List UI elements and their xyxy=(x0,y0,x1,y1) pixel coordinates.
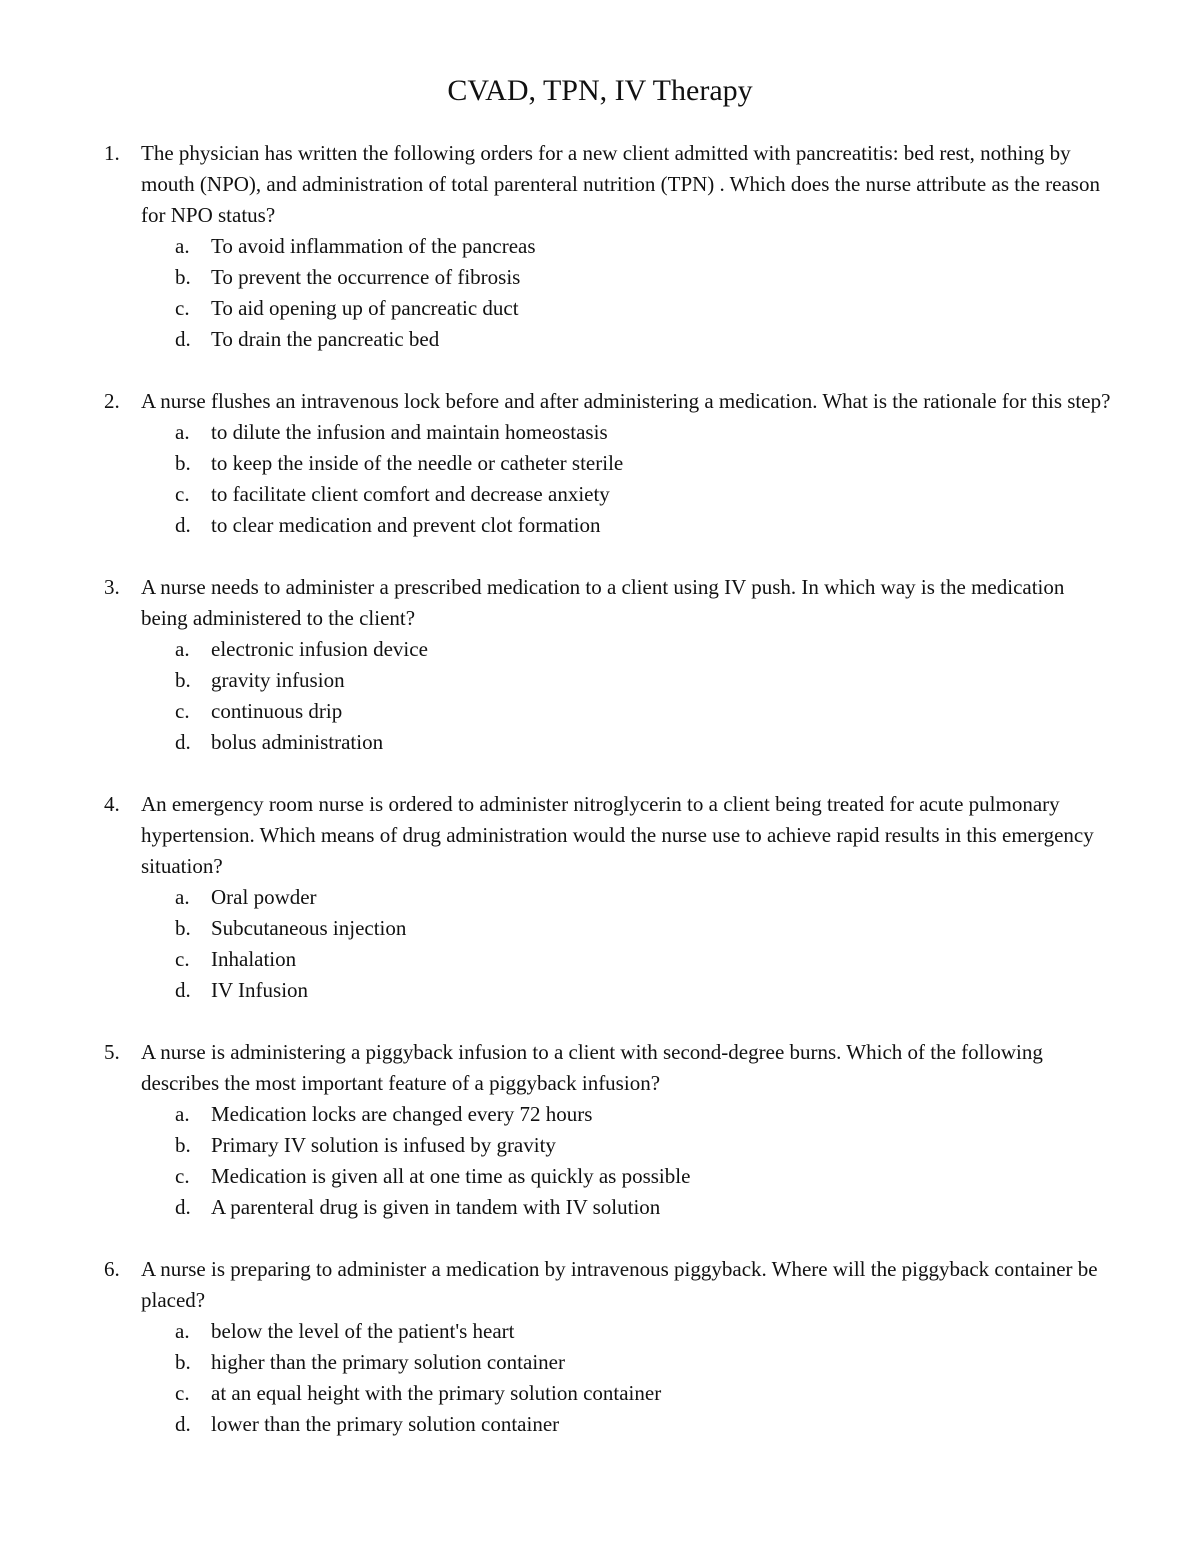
question-text: A nurse is preparing to administer a medication by intravenous piggyback. Where will the piggyback container be placed? xyxy=(141,1257,1098,1312)
option-list xyxy=(104,634,1114,758)
question-list xyxy=(104,138,1114,1471)
option-letter: d. xyxy=(175,1412,191,1436)
option-b xyxy=(104,262,1114,293)
option-text: Inhalation xyxy=(211,947,297,971)
option-d xyxy=(104,975,1114,1006)
question-6 xyxy=(104,1254,1114,1440)
option-c xyxy=(104,944,1114,975)
option-text: Medication is given all at one time as quickly as possible xyxy=(211,1164,691,1188)
option-text: higher than the primary solution container xyxy=(211,1350,565,1374)
option-a xyxy=(104,882,1114,913)
option-letter: d. xyxy=(175,1195,191,1219)
option-letter: a. xyxy=(175,1102,190,1126)
option-text: A parenteral drug is given in tandem with IV solution xyxy=(211,1195,661,1219)
option-letter: b. xyxy=(175,265,191,289)
question-number: 1. xyxy=(104,141,120,165)
option-a xyxy=(104,634,1114,665)
question-text: A nurse needs to administer a prescribed medication to a client using IV push. In which way is the medication being administered to the client? xyxy=(141,575,1065,630)
option-text: bolus administration xyxy=(211,730,384,754)
option-list xyxy=(104,231,1114,355)
option-letter: a. xyxy=(175,1319,190,1343)
option-letter: a. xyxy=(175,637,190,661)
option-c xyxy=(104,479,1114,510)
option-letter: c. xyxy=(175,1164,190,1188)
option-d xyxy=(104,324,1114,355)
option-letter: b. xyxy=(175,1350,191,1374)
option-text: to facilitate client comfort and decrease anxiety xyxy=(211,482,610,506)
option-text: to dilute the infusion and maintain homeostasis xyxy=(211,420,608,444)
question-text: A nurse is administering a piggyback infusion to a client with second-degree burns. Which of the following describes the most important feature of a piggyback infusion? xyxy=(141,1040,1043,1095)
option-list xyxy=(104,882,1114,1006)
option-text: Subcutaneous injection xyxy=(211,916,407,940)
option-letter: d. xyxy=(175,978,191,1002)
option-c xyxy=(104,293,1114,324)
option-b xyxy=(104,1347,1114,1378)
option-text: lower than the primary solution container xyxy=(211,1412,560,1436)
option-list xyxy=(104,1099,1114,1223)
option-letter: c. xyxy=(175,482,190,506)
option-b xyxy=(104,1130,1114,1161)
option-text: To drain the pancreatic bed xyxy=(211,327,440,351)
option-text: electronic infusion device xyxy=(211,637,428,661)
option-text: To aid opening up of pancreatic duct xyxy=(211,296,519,320)
option-letter: a. xyxy=(175,885,190,909)
option-list xyxy=(104,417,1114,541)
option-b xyxy=(104,448,1114,479)
document-title: CVAD, TPN, IV Therapy xyxy=(447,74,753,107)
option-text: To prevent the occurrence of fibrosis xyxy=(211,265,521,289)
question-3 xyxy=(104,572,1114,758)
question-number: 4. xyxy=(104,792,120,816)
option-b xyxy=(104,665,1114,696)
option-a xyxy=(104,1099,1114,1130)
option-c xyxy=(104,1378,1114,1409)
option-d xyxy=(104,1409,1114,1440)
option-letter: b. xyxy=(175,916,191,940)
question-number: 3. xyxy=(104,575,120,599)
option-text: IV Infusion xyxy=(211,978,309,1002)
option-letter: d. xyxy=(175,327,191,351)
question-number: 5. xyxy=(104,1040,120,1064)
option-letter: a. xyxy=(175,234,190,258)
question-number: 2. xyxy=(104,389,120,413)
option-b xyxy=(104,913,1114,944)
question-text: A nurse flushes an intravenous lock before and after administering a medication. What is the rationale for this step? xyxy=(141,389,1111,413)
question-text: The physician has written the following orders for a new client admitted with pancreatitis: bed rest, nothing by mouth (NPO), and administration of total parenteral nutrition (TPN) . Which does the nurse attribute as the reason for NPO status? xyxy=(141,141,1100,227)
option-text: continuous drip xyxy=(211,699,343,723)
option-c xyxy=(104,1161,1114,1192)
option-text: Primary IV solution is infused by gravity xyxy=(211,1133,556,1157)
option-letter: c. xyxy=(175,699,190,723)
question-text: An emergency room nurse is ordered to administer nitroglycerin to a client being treated for acute pulmonary hypertension. Which means of drug administration would the nurse use to achieve rapid results in this emergency situation? xyxy=(141,792,1094,878)
option-letter: a. xyxy=(175,420,190,444)
option-a xyxy=(104,1316,1114,1347)
option-text: To avoid inflammation of the pancreas xyxy=(211,234,536,258)
option-letter: c. xyxy=(175,1381,190,1405)
option-letter: d. xyxy=(175,513,191,537)
question-2 xyxy=(104,386,1114,541)
option-letter: c. xyxy=(175,296,190,320)
option-letter: b. xyxy=(175,451,191,475)
option-letter: d. xyxy=(175,730,191,754)
option-letter: b. xyxy=(175,1133,191,1157)
option-d xyxy=(104,727,1114,758)
question-5 xyxy=(104,1037,1114,1223)
question-number: 6. xyxy=(104,1257,120,1281)
option-d xyxy=(104,510,1114,541)
option-a xyxy=(104,231,1114,262)
question-1 xyxy=(104,138,1114,355)
option-text: Medication locks are changed every 72 hours xyxy=(211,1102,593,1126)
option-letter: b. xyxy=(175,668,191,692)
option-text: at an equal height with the primary solution container xyxy=(211,1381,662,1405)
option-text: Oral powder xyxy=(211,885,317,909)
option-text: to keep the inside of the needle or catheter sterile xyxy=(211,451,624,475)
option-c xyxy=(104,696,1114,727)
option-text: gravity infusion xyxy=(211,668,345,692)
option-list xyxy=(104,1316,1114,1440)
option-text: to clear medication and prevent clot formation xyxy=(211,513,601,537)
question-4 xyxy=(104,789,1114,1006)
option-d xyxy=(104,1192,1114,1223)
option-letter: c. xyxy=(175,947,190,971)
option-text: below the level of the patient's heart xyxy=(211,1319,515,1343)
option-a xyxy=(104,417,1114,448)
